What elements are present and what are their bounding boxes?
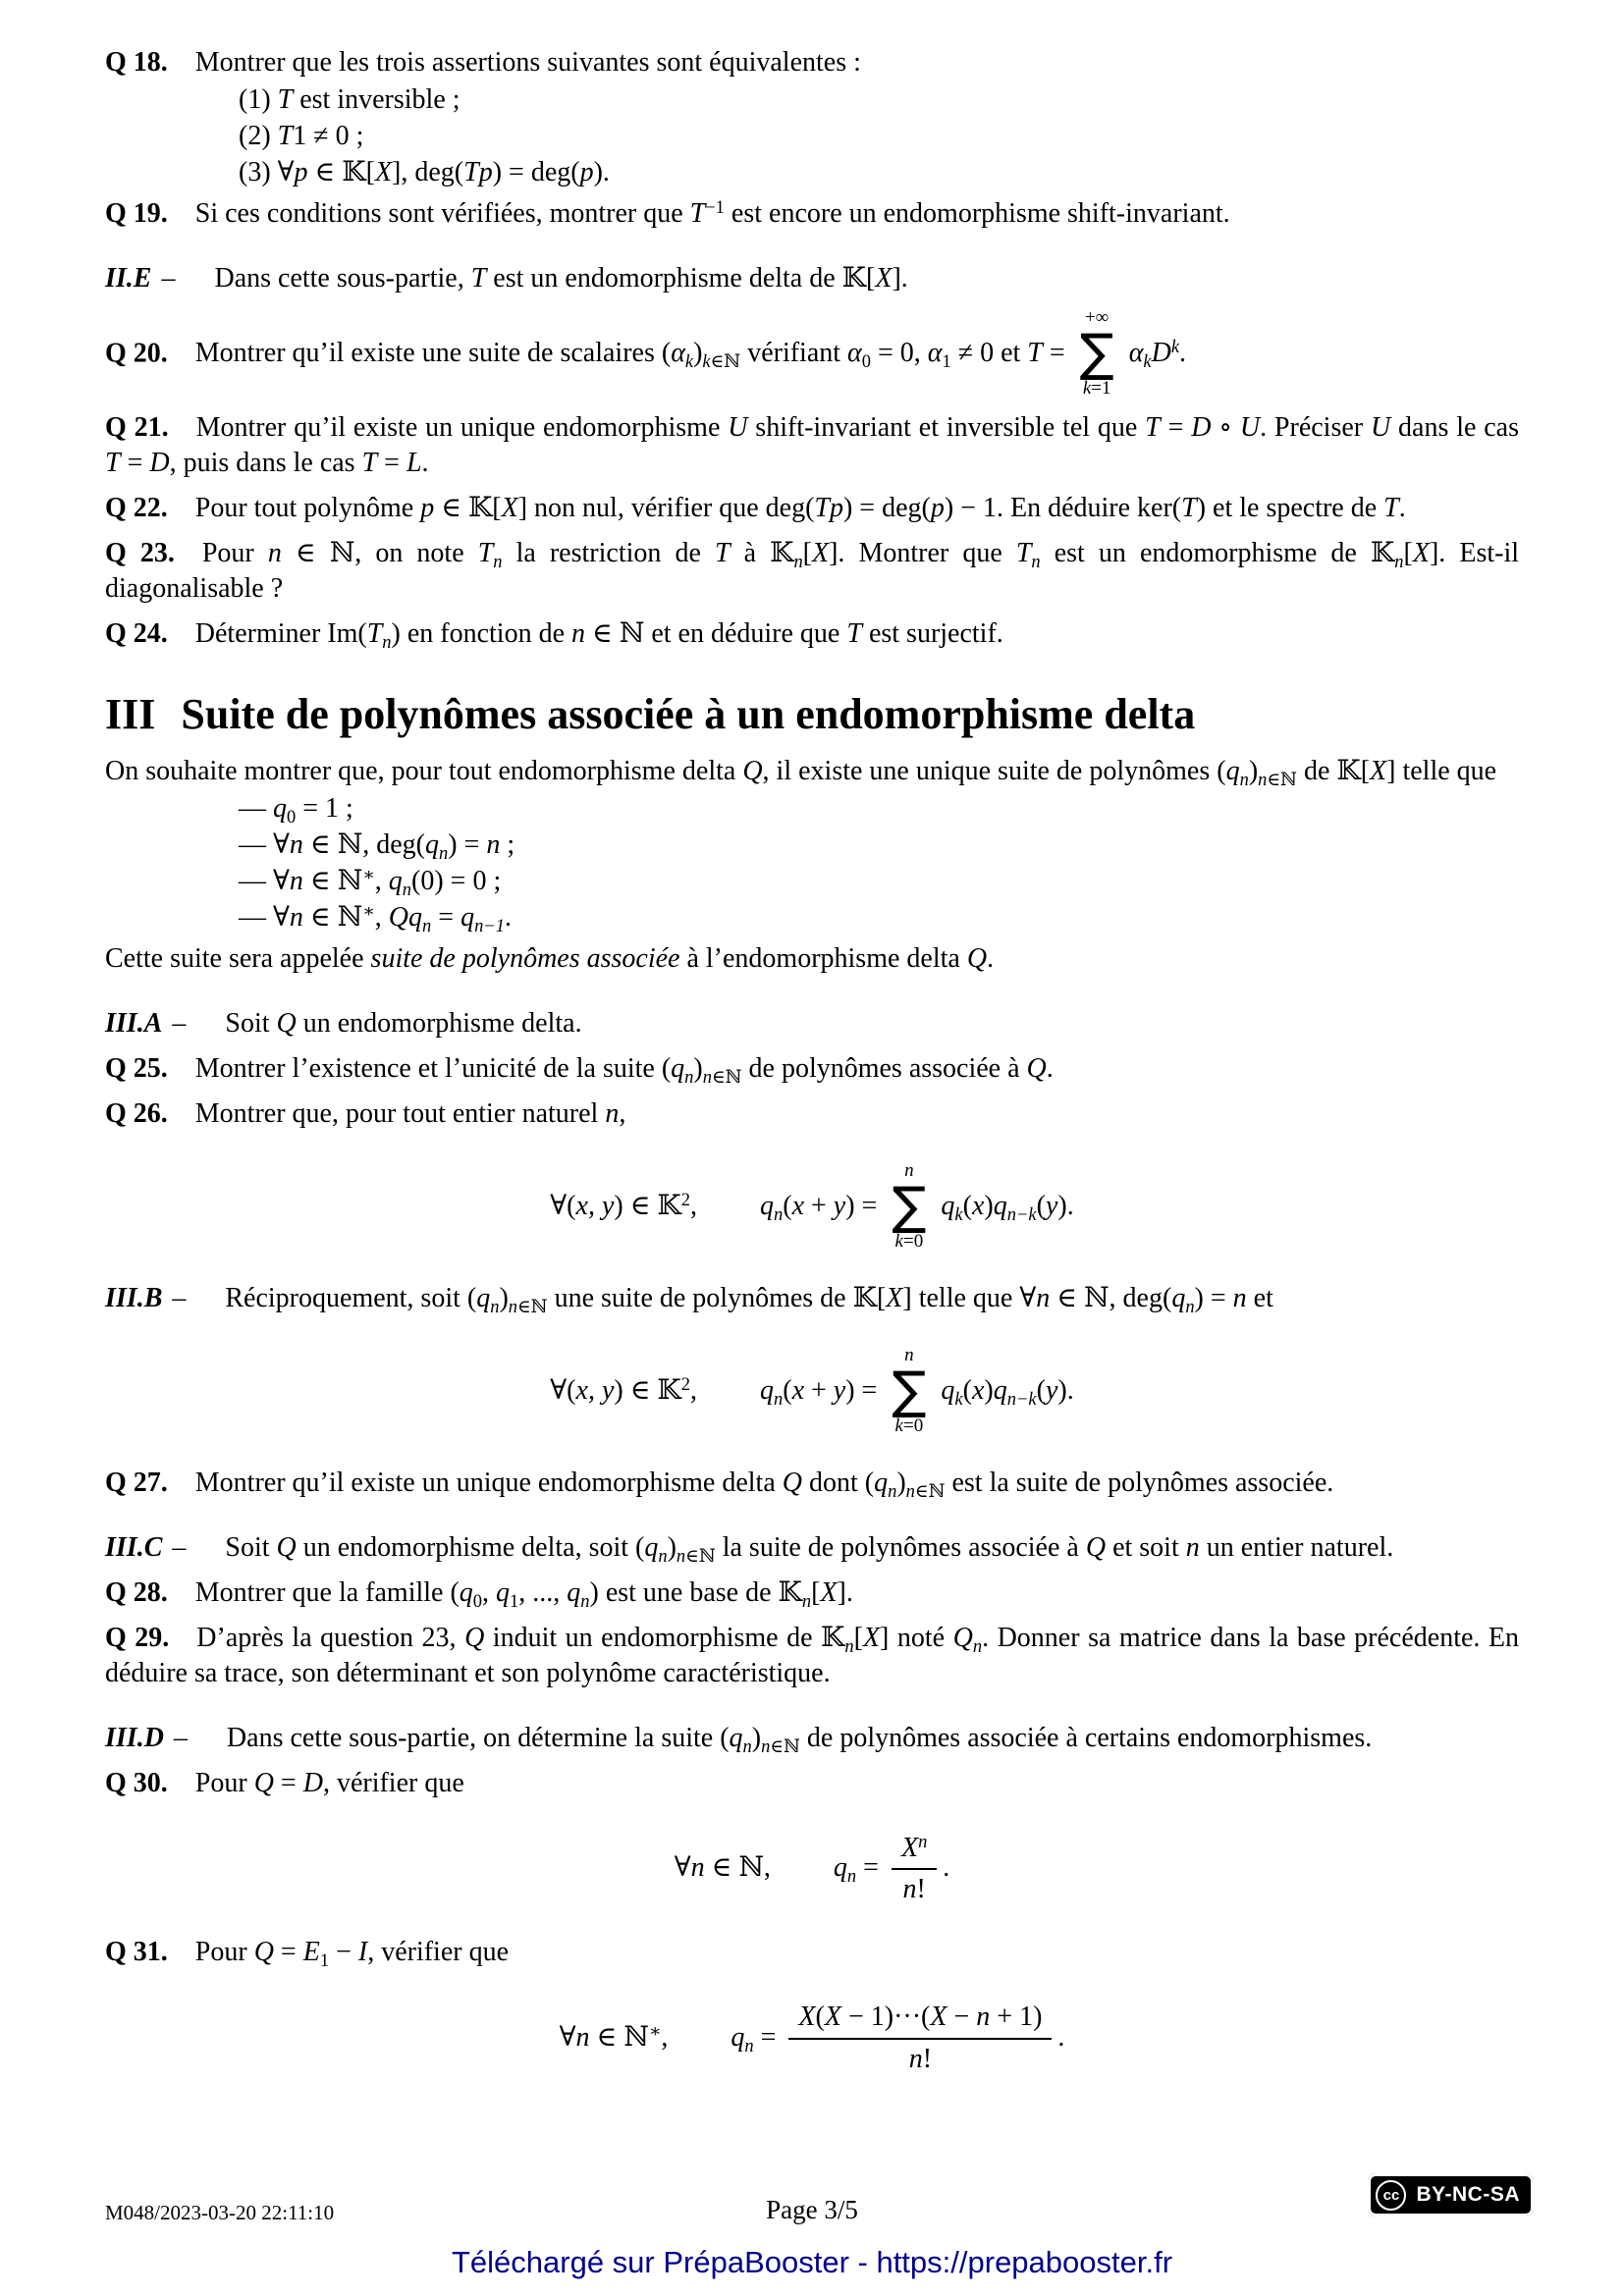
question-21	[105, 410, 1519, 481]
subsection-II-E: II.E – Dans cette sous-partie, T est un endomorphisme delta de 𝕂[X].	[105, 263, 908, 294]
question-30	[105, 1766, 1519, 1801]
section-iii-number: III	[105, 690, 156, 738]
assertion-3: (3) ∀p ∈ 𝕂[X], deg(Tp) = deg(p).	[239, 157, 610, 187]
question-27	[105, 1466, 1519, 1501]
subsection-III-D: III.D – Dans cette sous-partie, on détermine la suite $(q_n)_{n\in ℕ}$ de polynômes associée à certains endomorphismes.	[105, 1723, 1373, 1757]
cc-icon: cc	[1376, 2180, 1406, 2211]
subsection-III-A: III.A – Soit Q un endomorphisme delta.	[105, 1008, 582, 1039]
question-27-label: Q 27.	[105, 1468, 168, 1498]
question-28-text: Montrer que la famille ($q_0$, $q_1$, ..., $q_n$) est une base de 𝕂$_n$[X].	[194, 1577, 853, 1612]
document-id: M048/2023-03-20 22:11:10	[105, 2201, 335, 2224]
question-26-text: Montrer que, pour tout entier naturel n,	[194, 1098, 626, 1129]
subsection-III-C-text: Soit Q un endomorphisme delta, soit $(q_n)_{n\in ℕ}$ la suite de polynômes associée à Q et soit n un entier naturel.	[225, 1532, 1394, 1567]
question-19	[105, 196, 1519, 232]
question-21-label: Q 21.	[105, 412, 169, 443]
question-25-text: Montrer l’existence et l’unicité de la suite $(q_n)_{n\in ℕ}$ de polynômes associée à Q.	[194, 1053, 1054, 1088]
question-31-text: Pour $Q = E_1 - I$, vérifier que	[194, 1937, 510, 1971]
question-29-label: Q 29.	[105, 1623, 170, 1653]
formula-convolution-1: ∀(x, y) ∈ 𝕂$^2$, $q_n(x + y)$ = n ∑ k=0 $q_k(x)q_{n-k}(y)$.	[550, 1160, 1074, 1252]
assertion-2: (2) T1 ≠ 0 ;	[239, 121, 364, 151]
subsection-III-A-text: Soit Q un endomorphisme delta.	[225, 1008, 582, 1039]
summation-symbol: n ∑ k=0	[892, 1160, 927, 1252]
question-25-label: Q 25.	[105, 1053, 168, 1084]
subsection-III-B: III.B – Réciproquement, soit $(q_n)_{n\in ℕ}$ une suite de polynômes de 𝕂[X] telle que ∀n ∈ ℕ, $deg(q_n) = n$ et	[105, 1283, 1273, 1317]
subsection-II-E-text: Dans cette sous-partie, T est un endomorphisme delta de 𝕂[X].	[214, 263, 908, 294]
formula-convolution-2: ∀(x, y) ∈ 𝕂$^2$, $q_n(x + y)$ = n ∑ k=0 $q_k(x)q_{n-k}(y)$.	[550, 1345, 1074, 1436]
conditions-list	[105, 791, 1519, 935]
question-18-label: Q 18.	[105, 47, 168, 78]
question-26	[105, 1096, 1519, 1132]
subsection-III-C-label: III.C	[105, 1532, 163, 1563]
question-19-label: Q 19.	[105, 198, 168, 229]
question-24	[105, 616, 1519, 652]
section-iii-title: Suite de polynômes associée à un endomorphisme delta	[181, 690, 1196, 738]
prepabooster-link[interactable]: Téléchargé sur PrépaBooster - https://prepabooster.fr	[451, 2245, 1173, 2279]
subsection-III-A-label: III.A	[105, 1008, 163, 1039]
section-iii-closing: Cette suite sera appelée suite de polynômes associée à l’endomorphisme delta Q.	[105, 943, 995, 974]
page-indicator: Page 3/5	[766, 2195, 858, 2224]
question-25	[105, 1051, 1519, 1087]
subsection-III-B-text: Réciproquement, soit $(q_n)_{n\in ℕ}$ une suite de polynômes de 𝕂[X] telle que ∀n ∈ ℕ, $deg(q_n) = n$ et	[225, 1283, 1273, 1317]
condition-2: — ∀n ∈ ℕ, $deg(q_n) = n$ ;	[239, 829, 515, 864]
question-30-label: Q 30.	[105, 1768, 168, 1798]
question-19-text: Si ces conditions sont vérifiées, montrer que $T^{-1}$ est encore un endomorphisme shift-invariant.	[194, 196, 1230, 229]
question-24-text: Déterminer $Im(T_n)$ en fonction de n ∈ ℕ et en déduire que T est surjectif.	[194, 618, 1003, 653]
question-29-text: D’après la question 23, Q induit un endomorphisme de 𝕂$_n$[X] noté $Q_n$. Donner sa matrice dans la base précédente. En déduire sa trace, son déterminant et son polynôme caractéristique.	[105, 1623, 1520, 1688]
section-iii-intro: On souhaite montrer que, pour tout endomorphisme delta Q, il existe une unique suite de polynômes $(q_n)_{n\in ℕ}$ de 𝕂[X] telle que	[105, 756, 1497, 790]
question-20-label: Q 20.	[105, 338, 168, 369]
condition-4: — ∀n ∈ ℕ∗, $Qq_n = q_{n-1}$.	[239, 900, 512, 936]
question-22-label: Q 22.	[105, 493, 168, 523]
condition-1: — $q_0 = 1$ ;	[239, 793, 353, 828]
question-20-text: Montrer qu’il existe une suite de scalaires $(\alpha_k)_{k\in ℕ}$ vérifiant $\alpha_0 = 0$, $\alpha_1 \ne 0$ et T =	[194, 338, 1072, 372]
question-23-label: Q 23.	[105, 538, 175, 568]
question-21-text: Montrer qu’il existe un unique endomorphisme U shift-invariant et inversible tel que T = D ∘ U. Préciser U dans le cas T = D, puis dans le cas T = L.	[105, 412, 1519, 478]
section-iii-heading	[105, 689, 1519, 740]
question-20	[105, 307, 1519, 400]
question-27-text: Montrer qu’il existe un unique endomorphisme delta Q dont $(q_n)_{n\in ℕ}$ est la suite de polynômes associée.	[194, 1468, 1334, 1502]
q18-assertions-list	[105, 82, 1519, 190]
question-23-text: Pour n ∈ ℕ, on note $T_n$ la restriction de T à 𝕂$_n$[X]. Montrer que $T_n$ est un endomorphisme de 𝕂$_n$[X]. Est-il diagonalisable ?	[105, 538, 1520, 604]
cc-license-label: BY-NC-SA	[1416, 2183, 1520, 2206]
formula-q31: ∀n ∈ ℕ∗, $q_n$ = $\frac{X(X - 1)\cdot\cdot\cdot(X - n + 1)}{n!}$ .	[559, 2002, 1065, 2074]
summation-symbol: n ∑ k=0	[892, 1345, 927, 1436]
fraction: $\frac{X(X - 1)\cdot\cdot\cdot(X - n + 1)}{n!}$	[788, 2000, 1052, 2074]
question-24-label: Q 24.	[105, 618, 168, 649]
formula-q30: ∀n ∈ ℕ, $q_n$ = $\frac{X^n}{n!}$ .	[674, 1831, 950, 1905]
assertion-1: (1) T est inversible ;	[239, 84, 460, 115]
question-22	[105, 491, 1519, 526]
condition-3: — ∀n ∈ ℕ∗, $q_n(0) = 0$ ;	[239, 864, 502, 900]
question-30-text: Pour Q = D, vérifier que	[194, 1768, 464, 1798]
question-28-label: Q 28.	[105, 1577, 168, 1608]
question-20-text-end: $\alpha_kD^k$.	[1128, 337, 1187, 372]
question-28	[105, 1575, 1519, 1611]
question-26-label: Q 26.	[105, 1098, 168, 1129]
question-31	[105, 1935, 1519, 1970]
question-23	[105, 536, 1519, 607]
question-18-text: Montrer que les trois assertions suivantes sont équivalentes :	[194, 47, 861, 78]
cc-license-badge	[1368, 2173, 1534, 2216]
question-22-text: Pour tout polynôme p ∈ 𝕂[X] non nul, vérifier que deg(Tp) = deg(p) − 1. En déduire ker(T) et le spectre de T.	[194, 493, 1406, 523]
question-31-label: Q 31.	[105, 1937, 168, 1968]
subsection-III-D-label: III.D	[105, 1723, 164, 1753]
summation-symbol: +∞ ∑ k=1	[1079, 307, 1114, 399]
subsection-III-B-label: III.B	[105, 1283, 163, 1313]
fraction: $\frac{X^n}{n!}$	[892, 1831, 937, 1905]
question-18	[105, 45, 1519, 80]
subsection-III-C: III.C – Soit Q un endomorphisme delta, soit $(q_n)_{n\in ℕ}$ la suite de polynômes associée à Q et soit n un entier naturel.	[105, 1532, 1394, 1567]
subsection-III-D-text: Dans cette sous-partie, on détermine la suite $(q_n)_{n\in ℕ}$ de polynômes associée à certains endomorphismes.	[226, 1723, 1373, 1757]
question-29	[105, 1621, 1519, 1691]
document-content	[105, 45, 1519, 2105]
subsection-II-E-label: II.E	[105, 263, 152, 294]
